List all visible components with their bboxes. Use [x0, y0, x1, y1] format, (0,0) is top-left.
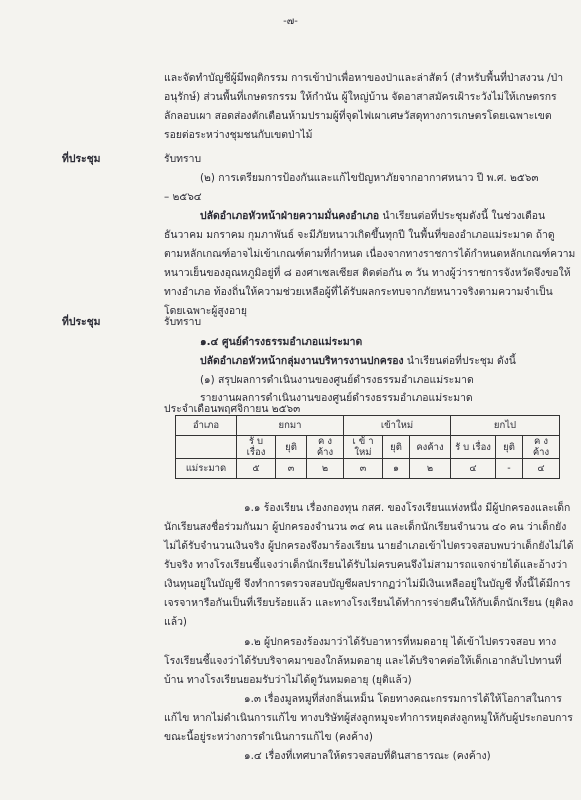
header-new: เข้าใหม่ — [344, 416, 451, 436]
paragraph-line: ธันวาคม มกราคม กุมภาพันธ์ จะมีภัยหนาวเกิดขึ้นทุกปี ในพื้นที่ของอำเภอแม่ระมาด ถ้าดู — [164, 229, 555, 241]
item-2-year: – ๒๕๖๔ — [164, 191, 202, 203]
table-cell: ๔ — [451, 459, 496, 479]
paragraph-line: บ้าน ทางโรงเรียนยอมรับว่าไม่ได้ดูวันหมดอายุ (ยุติแล้ว) — [164, 674, 412, 686]
table-cell: ๕ — [237, 459, 276, 479]
subheader-cell: ค ง ค้าง — [307, 436, 344, 459]
paragraph-line: ตามหลักเกณฑ์อาจไม่เข้าเกณฑ์ตามที่กำหนด เนื่องจากทางราชการได้กำหนดหลักเกณฑ์ความ — [164, 248, 576, 260]
acknowledged-text: รับทราบ — [164, 316, 202, 328]
paragraph-line: เงินทุนอยู่ในบัญชี จึงทำการตรวจสอบบัญชีผลปรากฏว่าไม่มีเงินเหลืออยู่ในบัญชี ทั้งนี้ได้มีการ — [164, 578, 571, 590]
paragraph-line: แก้ไข หากไม่ดำเนินการแก้ไข ทางบริษัทผู้ส่งลูกหมูจะทำการหยุดส่งลูกหมูให้กับผู้ประกอบการ — [164, 712, 573, 724]
paragraph-line: ลักลอบเผา สอดส่องตักเตือนห้ามปรามผู้ที่จุดไฟเผาเศษวัสดุทางการเกษตรโดยเฉพาะเขต — [164, 110, 552, 122]
subheader-cell: รั บ เรื่อง — [451, 436, 496, 459]
paragraph-line: ทางอำเภอ ท้องถิ่นให้ความช่วยเหลือผู้ที่ได้รับผลกระทบจากภัยหนาวจริงตามความจำเป็น — [164, 286, 553, 298]
summary-heading: (๑) สรุปผลการดำเนินงานของศูนย์ดำรงธรรมอำเภอแม่ระมาด — [200, 374, 474, 386]
paragraph-line: ไม่ได้รับจำนวนเงินจริง ผู้ปกครองจึงมาร้องเรียน นายอำเภอเข้าไปตรวจสอบพบว่าเด็กยังไม่ได้ — [164, 540, 574, 552]
paragraph-line: ๑.๑ ร้องเรียน เรื่องกองทุน กสศ. ของโรงเรียนแห่งหนึ่ง มีผู้ปกครองและเด็ก — [244, 502, 571, 514]
paragraph-line: โรงเรียนชี้แจงว่าได้รับบริจาคมาของใกล้หมดอายุ และได้บริจาคต่อให้เด็กเอากลับไปทานที่ — [164, 655, 562, 667]
subheader-cell: ค ง ค้าง — [523, 436, 560, 459]
paragraph-line: ๑.๒ ผู้ปกครองร้องมาว่าได้รับอาหารที่หมดอายุ ได้เข้าไปตรวจสอบ ทาง — [244, 636, 557, 648]
header-forward: ยกไป — [451, 416, 560, 436]
paragraph-line: นำเรียนต่อที่ประชุม ดังนี้ — [406, 355, 516, 367]
paragraph-line: และจัดทำบัญชีผู้มีพฤติกรรม การเข้าป่าเพื่อหาของป่าและล่าสัตว์ (สำหรับพื้นที่ป่าสงวน /ป่า — [164, 72, 564, 84]
header-district: อำเภอ — [176, 416, 237, 436]
paragraph-line: โดยเฉพาะผู้สูงอายุ — [164, 305, 247, 317]
paragraph-line: รับจริง ทางโรงเรียนชี้แจงว่าเด็กนักเรียนได้รับไม่ครบคนจึงไม่สามารถแจกจ่ายได้และอ้างว่า — [164, 559, 568, 571]
subheader-cell: เ ข้ า ใหม่ — [344, 436, 383, 459]
paragraph-line: ๑.๔ เรื่องที่เทศบาลให้ตรวจสอบที่ดินสาธารณะ (คงค้าง) — [244, 750, 491, 762]
subheader-cell: คงค้าง — [410, 436, 451, 459]
subheader-cell: ยุติ — [383, 436, 410, 459]
table-cell: ๒ — [307, 459, 344, 479]
table-cell: ๒ — [410, 459, 451, 479]
paragraph-line: หนาวเย็นของอุณหภูมิอยู่ที่ ๘ องศาเซลเซียส ติดต่อกัน ๓ วัน ทางผู้ว่าราชการจังหวัดจึงขอให้ — [164, 267, 571, 279]
table-cell: ๓ — [276, 459, 307, 479]
district-cell: แม่ระมาด — [176, 459, 237, 479]
table-cell: ๓ — [344, 459, 383, 479]
summary-subheading: รายงานผลการดำเนินงานของศูนย์ดำรงธรรมอำเภอแม่ระมาด — [200, 392, 473, 404]
complaint-statistics-table — [175, 415, 560, 479]
paragraph-line: นำเรียนต่อที่ประชุมดังนี้ ในช่วงเดือน — [382, 210, 546, 222]
table-row — [176, 459, 560, 479]
paragraph-line: นักเรียนสงชื่อร่วมกันมา ผู้ปกครองจำนวน ๓๔ คน และเด็กนักเรียนจำนวน ๔๐ คน ว่าเด็กยัง — [164, 521, 567, 533]
table-subheader-row — [176, 436, 560, 459]
meeting-label: ที่ประชุม — [62, 153, 101, 165]
paragraph-line: เจรจาหารือกันเป็นที่เรียบร้อยแล้ว และทางโรงเรียนได้ทำการจ่ายคืนให้กับเด็กนักเรียน (ยุติลง — [164, 597, 574, 609]
paragraph-line: อนุรักษ์) ส่วนพื้นที่เกษตรกรรม ให้กำนัน ผู้ใหญ่บ้าน จัดอาสาสมัครเฝ้าระวังไม่ให้เกษตรกร — [164, 91, 557, 103]
subheader-cell: ยุติ — [496, 436, 523, 459]
paragraph-line: ๑.๓ เรื่องมูลหมูที่ส่งกลิ่นเหม็น โดยทางคณะกรรมการได้ให้โอกาสในการ — [244, 693, 562, 705]
paragraph-line: แล้ว) — [164, 616, 187, 628]
empty-cell — [176, 436, 237, 459]
subheader-cell: รั บ เรื่อง — [237, 436, 276, 459]
meeting-label: ที่ประชุม — [62, 316, 101, 328]
table-cell: ๑ — [383, 459, 410, 479]
subheader-cell: ยุติ — [276, 436, 307, 459]
summary-month: ประจำเดือนพฤศจิกายน ๒๕๖๓ — [164, 403, 301, 415]
paragraph-line: รอยต่อระหว่างชุมชนกับเขตป่าไม้ — [164, 129, 313, 141]
page-number: -๗- — [283, 16, 298, 27]
table-cell: - — [496, 459, 523, 479]
table-header-row — [176, 416, 560, 436]
item-2-title: (๒) การเตรียมการป้องกันและแก้ไขปัญหาภัยจากอากาศหนาว ปี พ.ศ. ๒๕๖๓ — [200, 172, 539, 184]
acknowledged-text: รับทราบ — [164, 153, 202, 165]
paragraph-line: ขณะนี้อยู่ระหว่างการดำเนินการแก้ไข (คงค้าง) — [164, 731, 373, 743]
table-cell: ๔ — [523, 459, 560, 479]
presenter-title: ปลัดอำเภอหัวหน้ากลุ่มงานบริหารงานปกครอง — [200, 355, 404, 367]
presenter-title: ปลัดอำเภอหัวหน้าฝ่ายความมั่นคงอำเภอ — [200, 210, 380, 222]
section-title: ๑.๔ ศูนย์ดำรงธรรมอำเภอแม่ระมาด — [200, 336, 363, 348]
header-carried: ยกมา — [237, 416, 344, 436]
